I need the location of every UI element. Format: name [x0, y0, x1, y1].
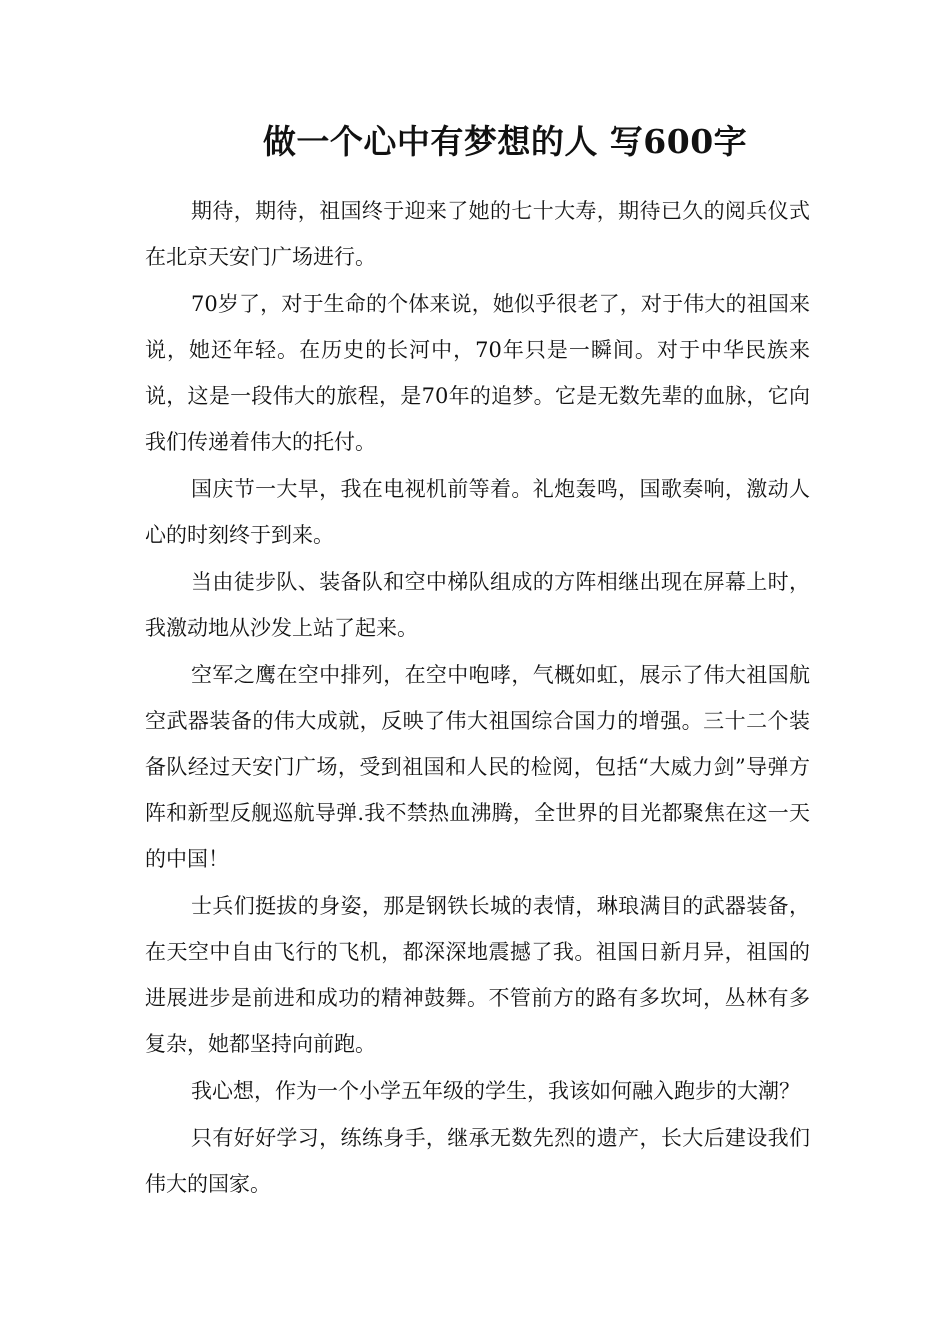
- paragraph: 空军之鹰在空中排列，在空中咆哮，气概如虹，展示了伟大祖国航空武器装备的伟大成就，反映了伟大祖国综合国力的增强。三十二个装备队经过天安门广场，受到祖国和人民的检阅，包括“大威力剑”导弹方阵和新型反舰巡航导弹.我不禁热血沸腾，全世界的目光都聚焦在这一天的中国！: [145, 663, 810, 871]
- document-body: [145, 188, 810, 1208]
- paragraph: 只有好好学习，练练身手，继承无数先烈的遗产，长大后建设我们伟大的国家。: [145, 1126, 810, 1196]
- paragraph: 国庆节一大早，我在电视机前等着。礼炮轰鸣，国歌奏响，激动人心的时刻终于到来。: [145, 477, 810, 547]
- document-title: 做一个心中有梦想的人 写600字: [262, 122, 748, 161]
- paragraph: 当由徒步队、装备队和空中梯队组成的方阵相继出现在屏幕上时，我激动地从沙发上站了起来。: [145, 570, 810, 640]
- paragraph: 士兵们挺拔的身姿，那是钢铁长城的表情，琳琅满目的武器装备，在天空中自由飞行的飞机，都深深地震撼了我。祖国日新月异，祖国的进展进步是前进和成功的精神鼓舞。不管前方的路有多坎坷，丛林有多复杂，她都坚持向前跑。: [145, 894, 810, 1056]
- paragraph: 期待，期待，祖国终于迎来了她的七十大寿，期待已久的阅兵仪式在北京天安门广场进行。: [145, 199, 810, 269]
- paragraph: 我心想，作为一个小学五年级的学生，我该如何融入跑步的大潮？: [191, 1079, 800, 1103]
- paragraph: 70岁了，对于生命的个体来说，她似乎很老了，对于伟大的祖国来说，她还年轻。在历史的长河中，70年只是一瞬间。对于中华民族来说，这是一段伟大的旅程，是70年的追梦。它是无数先辈的血脉，它向我们传递着伟大的托付。: [145, 292, 810, 454]
